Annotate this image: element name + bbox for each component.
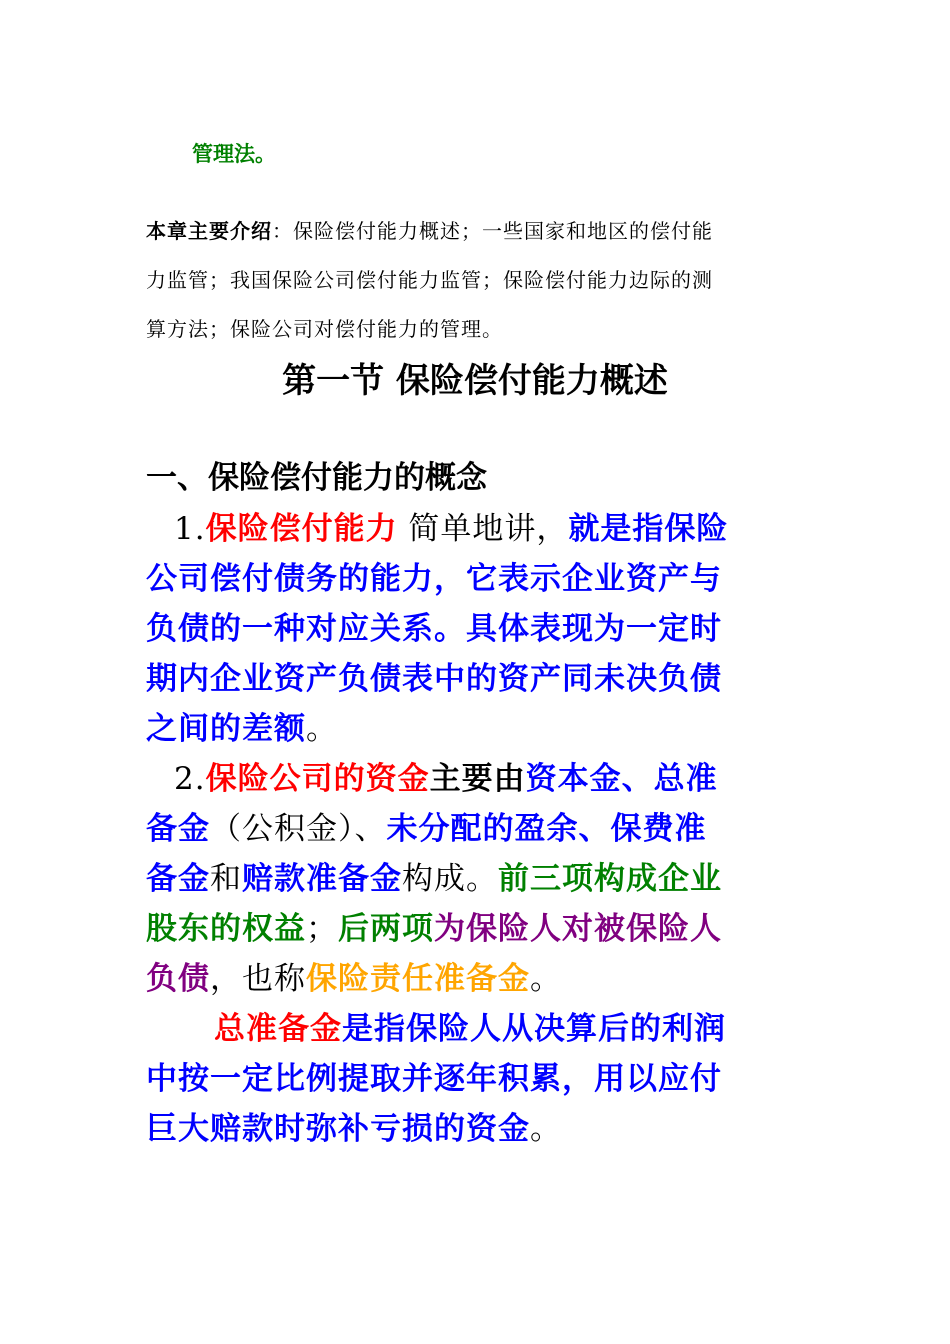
intro-line-1 <box>146 215 713 244</box>
p1-mid: 简单地讲， <box>397 511 569 547</box>
p2-l3a: 备金 <box>146 861 210 897</box>
p2-l2c: 未分配的盈余 <box>386 811 579 847</box>
p2-line-4 <box>146 903 722 948</box>
p2-t2: 资本金 <box>525 761 622 797</box>
p2-number: 2. <box>174 761 206 797</box>
p2-l4b: ； <box>306 911 338 947</box>
p2-line-3 <box>146 853 722 898</box>
p2-l5b: ，也称 <box>210 961 306 997</box>
p2-t4: 总准 <box>653 761 718 797</box>
heading-1: 一、保险偿付能力的概念 <box>146 460 487 496</box>
intro-text-1: 保险偿付能力概述；一些国家和地区的偿付能 <box>293 219 713 243</box>
p1-line5-end: 。 <box>306 711 338 747</box>
p3-line3-end: 。 <box>530 1111 562 1147</box>
intro-line-3: 算方法；保险公司对偿付能力的管理。 <box>146 317 503 341</box>
p3-term: 总准备金 <box>214 1011 342 1047</box>
p2-l2e: 保费准 <box>610 811 707 847</box>
p1-line5-text: 之间的差额 <box>146 711 306 747</box>
p2-l4d: 为保险人对被保险人 <box>434 911 722 947</box>
p2-l3e: 前三项构成企业 <box>498 861 722 897</box>
top-fragment: 管理法。 <box>192 142 276 166</box>
p2-t1: 主要由 <box>429 761 526 797</box>
p2-l2a: 备金 <box>146 811 210 847</box>
intro-label: 本章主要介绍 <box>146 219 272 243</box>
p1-line-5 <box>146 703 338 748</box>
p2-l3b: 和 <box>210 861 242 897</box>
p2-term: 保险公司的资金 <box>205 761 430 797</box>
p1-line-2: 公司偿付债务的能力，它表示企业资产与 <box>146 561 722 597</box>
p1-term: 保险偿付能力 <box>205 511 398 547</box>
p2-line-1 <box>174 753 718 798</box>
p2-t3: 、 <box>621 761 654 797</box>
p1-number: 1. <box>174 511 206 547</box>
p3-line-3 <box>146 1103 562 1148</box>
p2-l4a: 股东的权益 <box>146 911 306 947</box>
p2-l3c: 赔款准备金 <box>242 861 402 897</box>
p3-line3-text: 巨大赔款时弥补亏损的资金 <box>146 1111 530 1147</box>
p2-l2d: 、 <box>578 811 611 847</box>
p3-line-1 <box>214 1003 726 1048</box>
section-title: 第一节 保险偿付能力概述 <box>282 361 668 401</box>
p1-line-3: 负债的一种对应关系。具体表现为一定时 <box>146 611 722 647</box>
p1-line-1 <box>174 503 728 548</box>
p1-line1-end: 就是指保险 <box>568 511 729 547</box>
p2-l5c: 保险责任准备金 <box>306 961 530 997</box>
p2-l3d: 构成。 <box>402 861 498 897</box>
intro-line-2: 力监管；我国保险公司偿付能力监管；保险偿付能力边际的测 <box>146 268 713 292</box>
p2-line-5 <box>146 953 562 998</box>
p2-l2b: （公积金）、 <box>210 811 387 847</box>
p2-l5d: 。 <box>530 961 562 997</box>
p3-line1-text: 是指保险人从决算后的利润 <box>342 1011 726 1047</box>
p2-l4c: 后两项 <box>338 911 434 947</box>
p2-l5a: 负债 <box>146 961 210 997</box>
p1-line-4: 期内企业资产负债表中的资产同未决负债 <box>146 661 722 697</box>
p3-line-2: 中按一定比例提取并逐年积累，用以应付 <box>146 1061 722 1097</box>
p2-line-2 <box>146 803 707 848</box>
intro-colon: ： <box>272 219 293 243</box>
